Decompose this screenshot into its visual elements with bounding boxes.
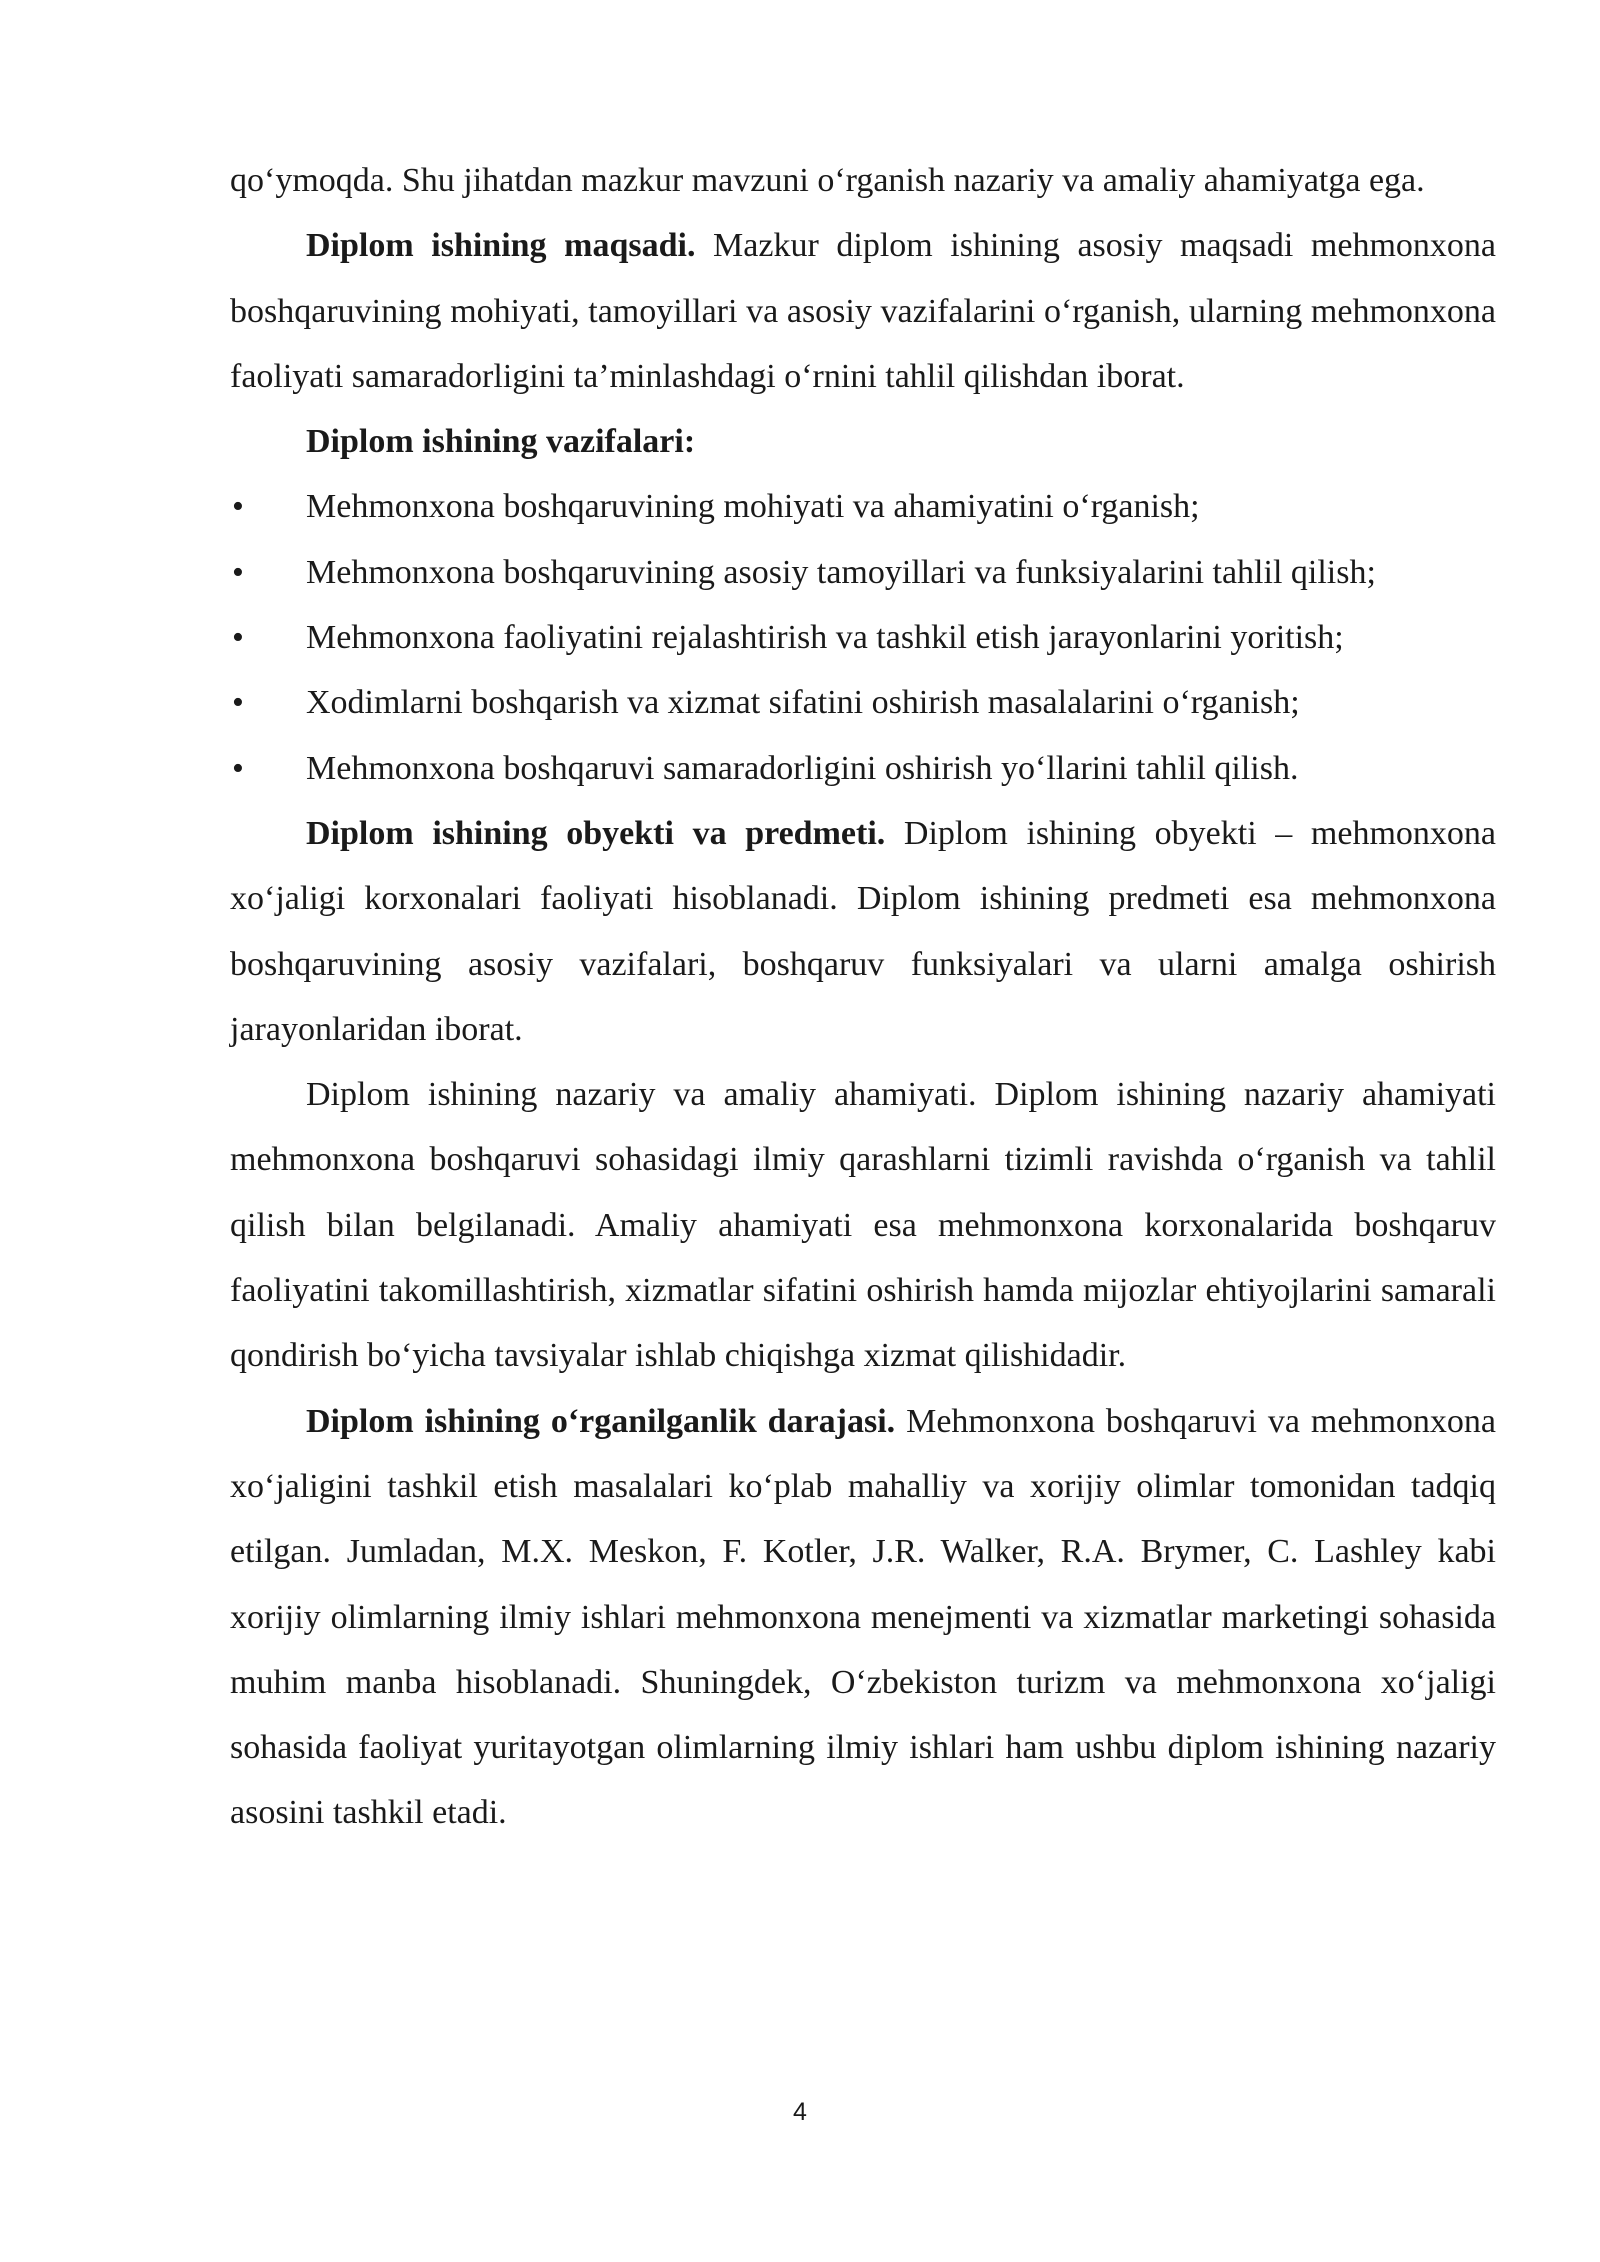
list-item: [230, 540, 1496, 605]
bullet-icon: •: [232, 684, 244, 722]
object-text: Diplom ishining obyekti – mehmonxona xo‘jaligi korxonalari faoliyati hisoblanadi. Diplom ishining predmeti esa mehmonxona boshqaruvining asosiy vazifalari, boshqaruv funksiyalari va ularni amalga oshirish jarayonlaridan iborat.: [230, 814, 1496, 1048]
tasks-list: [230, 474, 1496, 800]
goal-heading: Diplom ishining maqsadi.: [306, 227, 696, 265]
list-item: [230, 736, 1496, 801]
study-level-paragraph: [230, 1389, 1496, 1846]
task-text: Mehmonxona faoliyatini rejalashtirish va tashkil etish jarayonlarini yoritish;: [306, 619, 1344, 657]
task-text: Mehmonxona boshqaruvining mohiyati va ahamiyatini o‘rganish;: [306, 488, 1200, 526]
continuation-paragraph: qo‘ymoqda. Shu jihatdan mazkur mavzuni o‘rganish nazariy va amaliy ahamiyatga ega.: [230, 162, 1425, 199]
goal-paragraph: [230, 213, 1496, 409]
list-item: [230, 670, 1496, 735]
list-item: [230, 605, 1496, 670]
task-text: Mehmonxona boshqaruvining asosiy tamoyillari va funksiyalarini tahlil qilish;: [306, 553, 1376, 591]
task-text: Mehmonxona boshqaruvi samaradorligini oshirish yo‘llarini tahlil qilish.: [306, 749, 1299, 787]
page-number: 4: [793, 2098, 807, 2126]
object-paragraph: [230, 801, 1496, 1062]
object-heading: Diplom ishining obyekti va predmeti.: [306, 814, 886, 852]
tasks-heading: Diplom ishining vazifalari:: [306, 423, 696, 461]
goal-text: Mazkur diplom ishining asosiy maqsadi mehmonxona boshqaruvining mohiyati, tamoyillari va asosiy vazifalarini o‘rganish, ularning mehmonxona faoliyati samaradorligini ta’minlashdagi o‘rnini tahlil qilishdan iborat.: [230, 227, 1496, 395]
bullet-icon: •: [232, 553, 244, 591]
task-text: Xodimlarni boshqarish va xizmat sifatini oshirish masalalarini o‘rganish;: [306, 684, 1300, 722]
significance-paragraph: Diplom ishining nazariy va amaliy ahamiyati. Diplom ishining nazariy ahamiyati mehmonxona boshqaruvi sohasidagi ilmiy qarashlarni tizimli ravishda o‘rganish va tahlil qilish bilan belgilanadi. Amaliy ahamiyati esa mehmonxona korxonalarida boshqaruv faoliyatini takomillashtirish, xizmatlar sifatini oshirish hamda mijozlar ehtiyojlarini samarali qondirish bo‘yicha tavsiyalar ishlab chiqishga xizmat qilishidadir.: [230, 1076, 1496, 1375]
body-text: [230, 148, 1496, 1846]
bullet-icon: •: [232, 619, 244, 657]
bullet-icon: •: [232, 749, 244, 787]
list-item: [230, 474, 1496, 539]
study-level-text: Mehmonxona boshqaruvi va mehmonxona xo‘jaligini tashkil etish masalalari ko‘plab mahalliy va xorijiy olimlar tomonidan tadqiq etilgan. Jumladan, M.X. Meskon, F. Kotler, J.R. Walker, R.A. Brymer, C. Lashley kabi xorijiy olimlarning ilmiy ishlari mehmonxona menejmenti va xizmatlar marketingi sohasida muhim manba hisoblanadi. Shuningdek, O‘zbekiston turizm va mehmonxona xo‘jaligi sohasida faoliyat yuritayotgan olimlarning ilmiy ishlari ham ushbu diplom ishining nazariy asosini tashkil etadi.: [230, 1402, 1496, 1832]
study-level-heading: Diplom ishining o‘rganilganlik darajasi.: [306, 1402, 896, 1440]
bullet-icon: •: [232, 488, 244, 526]
